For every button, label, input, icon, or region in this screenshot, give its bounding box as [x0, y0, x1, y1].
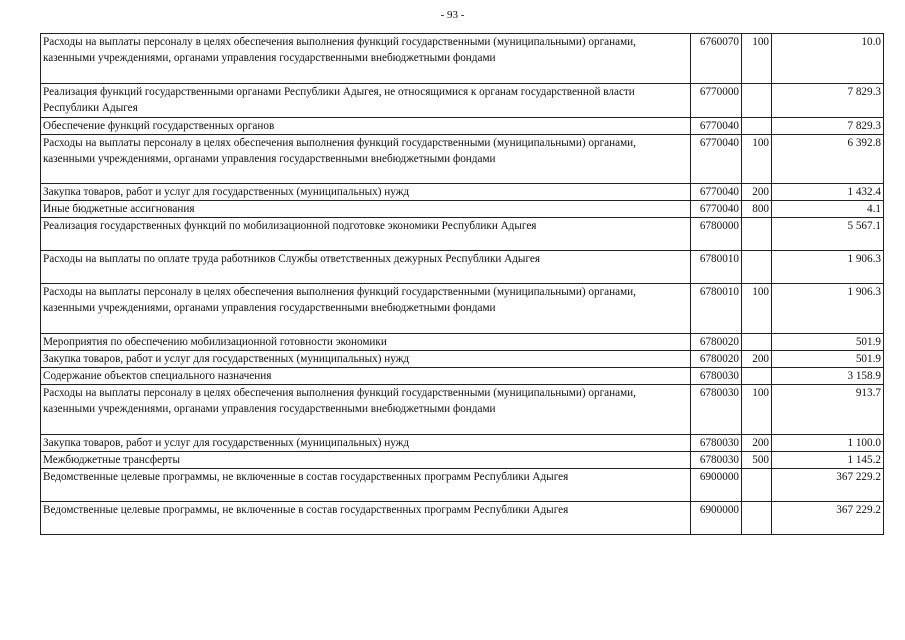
row-sum-cell: 1 906.3 [772, 284, 884, 334]
row-name-cell: Ведомственные целевые программы, не включенные в состав государственных программ Республики Адыгея [41, 469, 691, 502]
row-sum-cell: 1 145.2 [772, 452, 884, 469]
row-name-cell: Обеспечение функций государственных органов [41, 118, 691, 135]
row-code-cell: 6770040 [691, 118, 742, 135]
row-sum-cell: 6 392.8 [772, 135, 884, 184]
row-type-cell: 100 [742, 135, 772, 184]
table-row [41, 368, 884, 385]
row-type-cell [742, 218, 772, 251]
table-row [41, 385, 884, 435]
row-type-cell [742, 84, 772, 118]
table-row [41, 201, 884, 218]
row-code-cell: 6780020 [691, 351, 742, 368]
table-row [41, 502, 884, 535]
row-name-cell: Расходы на выплаты по оплате труда работников Службы ответственных дежурных Республики Адыгея [41, 251, 691, 284]
row-code-cell: 6780030 [691, 452, 742, 469]
row-type-cell: 200 [742, 184, 772, 201]
row-type-cell [742, 334, 772, 351]
table-row [41, 135, 884, 184]
row-type-cell: 200 [742, 351, 772, 368]
table-row [41, 334, 884, 351]
row-type-cell: 500 [742, 452, 772, 469]
row-sum-cell: 7 829.3 [772, 118, 884, 135]
table-row [41, 118, 884, 135]
row-sum-cell: 1 432.4 [772, 184, 884, 201]
row-type-cell: 100 [742, 284, 772, 334]
row-name-cell: Расходы на выплаты персоналу в целях обеспечения выполнения функций государственными (муниципальными) органами, казенными учреждениями, органами управления государственными внебюджетными фондами [41, 284, 691, 334]
table-row [41, 251, 884, 284]
row-code-cell: 6780030 [691, 435, 742, 452]
row-type-cell [742, 502, 772, 535]
row-sum-cell: 501.9 [772, 351, 884, 368]
row-type-cell: 100 [742, 385, 772, 435]
row-code-cell: 6780010 [691, 251, 742, 284]
row-sum-cell: 1 906.3 [772, 251, 884, 284]
row-name-cell: Расходы на выплаты персоналу в целях обеспечения выполнения функций государственными (муниципальными) органами, казенными учреждениями, органами управления государственными внебюджетными фондами [41, 34, 691, 84]
row-code-cell: 6900000 [691, 502, 742, 535]
row-sum-cell: 367 229.2 [772, 469, 884, 502]
budget-table [40, 33, 884, 535]
row-sum-cell: 7 829.3 [772, 84, 884, 118]
row-type-cell [742, 368, 772, 385]
table-row [41, 184, 884, 201]
row-name-cell: Межбюджетные трансферты [41, 452, 691, 469]
row-sum-cell: 501.9 [772, 334, 884, 351]
table-row [41, 218, 884, 251]
row-sum-cell: 5 567.1 [772, 218, 884, 251]
row-type-cell [742, 118, 772, 135]
table-row [41, 284, 884, 334]
table-row [41, 84, 884, 118]
row-name-cell: Закупка товаров, работ и услуг для государственных (муниципальных) нужд [41, 351, 691, 368]
row-sum-cell: 367 229.2 [772, 502, 884, 535]
row-code-cell: 6770040 [691, 184, 742, 201]
row-name-cell: Реализация государственных функций по мобилизационной подготовке экономики Республики Адыгея [41, 218, 691, 251]
row-sum-cell: 4.1 [772, 201, 884, 218]
row-type-cell: 100 [742, 34, 772, 84]
row-code-cell: 6780010 [691, 284, 742, 334]
table-row [41, 34, 884, 84]
row-name-cell: Ведомственные целевые программы, не включенные в состав государственных программ Республики Адыгея [41, 502, 691, 535]
table-row [41, 435, 884, 452]
row-name-cell: Закупка товаров, работ и услуг для государственных (муниципальных) нужд [41, 435, 691, 452]
row-code-cell: 6780020 [691, 334, 742, 351]
row-type-cell: 200 [742, 435, 772, 452]
row-type-cell: 800 [742, 201, 772, 218]
table-row [41, 452, 884, 469]
row-code-cell: 6780030 [691, 368, 742, 385]
table-row [41, 469, 884, 502]
row-code-cell: 6770040 [691, 135, 742, 184]
row-sum-cell: 1 100.0 [772, 435, 884, 452]
row-code-cell: 6760070 [691, 34, 742, 84]
row-sum-cell: 3 158.9 [772, 368, 884, 385]
row-type-cell [742, 251, 772, 284]
budget-table-body [41, 34, 884, 535]
row-name-cell: Мероприятия по обеспечению мобилизационной готовности экономики [41, 334, 691, 351]
row-code-cell: 6770040 [691, 201, 742, 218]
row-name-cell: Закупка товаров, работ и услуг для государственных (муниципальных) нужд [41, 184, 691, 201]
row-sum-cell: 913.7 [772, 385, 884, 435]
row-name-cell: Расходы на выплаты персоналу в целях обеспечения выполнения функций государственными (муниципальными) органами, казенными учреждениями, органами управления государственными внебюджетными фондами [41, 135, 691, 184]
page-number: - 93 - [440, 9, 465, 21]
row-code-cell: 6780000 [691, 218, 742, 251]
row-name-cell: Расходы на выплаты персоналу в целях обеспечения выполнения функций государственными (муниципальными) органами, казенными учреждениями, органами управления государственными внебюджетными фондами [41, 385, 691, 435]
row-type-cell [742, 469, 772, 502]
row-code-cell: 6900000 [691, 469, 742, 502]
row-name-cell: Реализация функций государственными органами Республики Адыгея, не относящимися к органам государственной власти Республики Адыгея [41, 84, 691, 118]
row-code-cell: 6770000 [691, 84, 742, 118]
row-sum-cell: 10.0 [772, 34, 884, 84]
row-code-cell: 6780030 [691, 385, 742, 435]
row-name-cell: Иные бюджетные ассигнования [41, 201, 691, 218]
row-name-cell: Содержание объектов специального назначения [41, 368, 691, 385]
table-row [41, 351, 884, 368]
